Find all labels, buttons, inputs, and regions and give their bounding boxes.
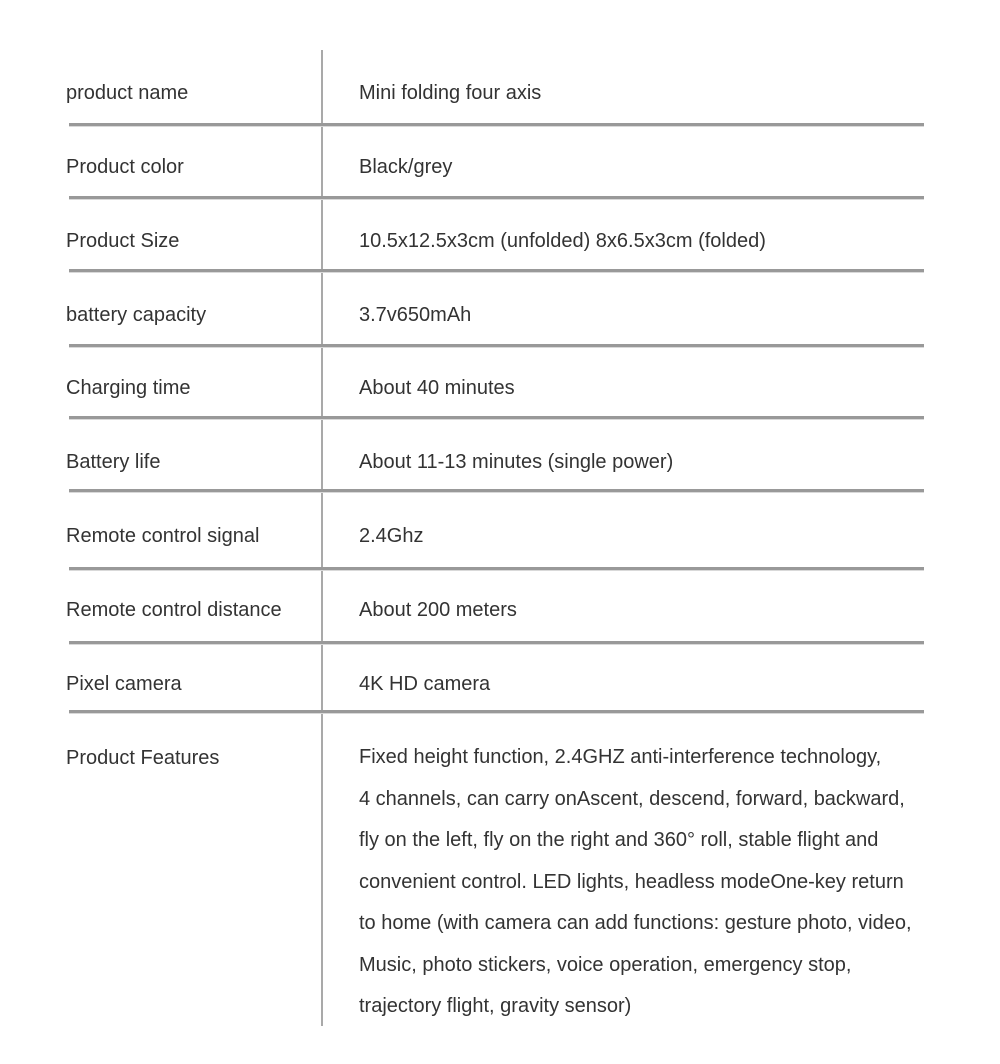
row-label: Remote control signal <box>66 525 260 547</box>
row-label: Product color <box>66 156 184 178</box>
features-line: convenient control. LED lights, headless modeOne-key return <box>359 870 904 893</box>
row-value: About 40 minutes <box>359 377 515 399</box>
row-value: About 11-13 minutes (single power) <box>359 451 674 473</box>
row-value: 10.5x12.5x3cm (unfolded) 8x6.5x3cm (folded) <box>359 230 766 252</box>
features-line: Music, photo stickers, voice operation, emergency stop, <box>359 953 852 976</box>
features-line: to home (with camera can add functions: gesture photo, video, <box>359 912 912 934</box>
row-divider <box>69 196 924 200</box>
row-value: 3.7v650mAh <box>359 304 472 326</box>
features-line: Fixed height function, 2.4GHZ anti-interference technology, <box>359 746 882 768</box>
row-label: battery capacity <box>66 304 207 326</box>
row-value: Black/grey <box>359 156 453 178</box>
row-value: Mini folding four axis <box>359 82 542 104</box>
row-label: Product Size <box>66 230 180 252</box>
features-text <box>359 737 989 1028</box>
row-label: Battery life <box>66 451 161 473</box>
row-label: Product Features <box>66 747 220 769</box>
row-value: 2.4Ghz <box>359 525 424 547</box>
row-divider <box>69 567 924 571</box>
row-divider <box>69 344 924 348</box>
row-label: Remote control distance <box>66 599 282 621</box>
row-label: product name <box>66 82 189 104</box>
row-divider <box>69 123 924 127</box>
row-value: 4K HD camera <box>359 673 491 695</box>
row-divider <box>69 641 924 645</box>
row-divider <box>69 416 924 420</box>
row-value: About 200 meters <box>359 599 517 621</box>
row-divider <box>69 269 924 273</box>
features-line: 4 channels, can carry onAscent, descend, forward, backward, <box>359 787 905 810</box>
row-divider <box>69 489 924 493</box>
row-divider <box>69 710 924 714</box>
row-label: Pixel camera <box>66 673 182 695</box>
row-label: Charging time <box>66 377 191 399</box>
features-line: trajectory flight, gravity sensor) <box>359 995 632 1017</box>
features-line: fly on the left, fly on the right and 360° roll, stable flight and <box>359 829 879 851</box>
